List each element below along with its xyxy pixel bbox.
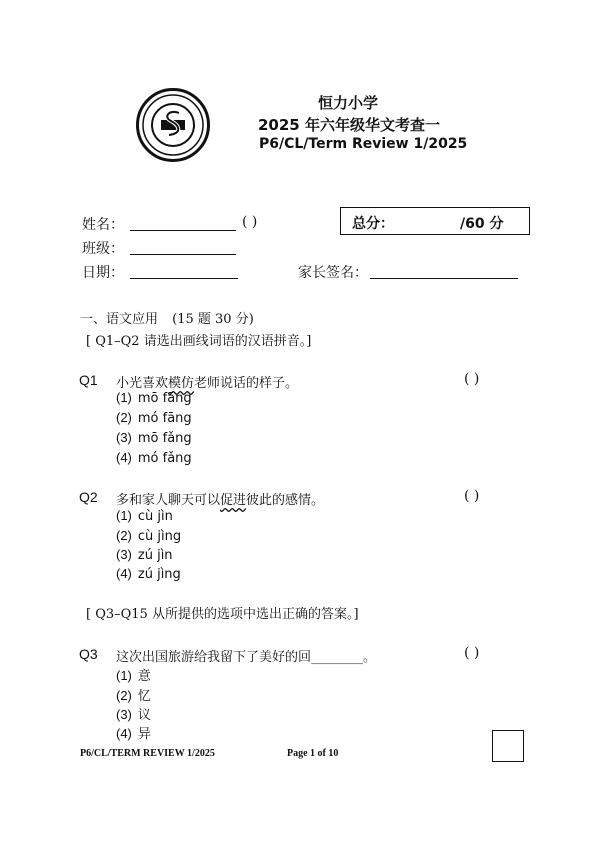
footer-code: P6/CL/TERM REVIEW 1/2025 xyxy=(80,748,215,759)
class-number-paren: ( ) xyxy=(242,214,258,230)
question-text: 这次出国旅游给我留下了美好的回________。 xyxy=(116,650,377,665)
option-item[interactable]: (3) 议 xyxy=(116,707,151,723)
question-text: 小光喜欢模仿老师说话的样子。 xyxy=(116,376,299,391)
school-name: 恒力小学 xyxy=(318,94,379,112)
parent-signature-label: 家长签名： xyxy=(298,265,368,281)
date-label: 日期： xyxy=(82,265,124,281)
answer-box[interactable]: ( ) xyxy=(464,645,480,661)
answer-box[interactable]: ( ) xyxy=(464,371,480,387)
page-number: Page 1 of 10 xyxy=(287,748,339,759)
option-item[interactable]: (1) mō fāng xyxy=(116,390,192,406)
instruction-q1-q2: [ Q1–Q2 请选出画线词语的汉语拼音。] xyxy=(86,334,312,349)
instruction-q3-q15: [ Q3–Q15 从所提供的选项中选出正确的答案。] xyxy=(86,607,359,622)
parent-signature-field[interactable] xyxy=(370,278,518,279)
question-number: Q2 xyxy=(79,489,98,505)
option-item[interactable]: (4) 异 xyxy=(116,726,151,742)
answer-box[interactable]: ( ) xyxy=(464,488,480,504)
total-score-label: 总分： xyxy=(352,216,394,232)
school-logo xyxy=(136,88,210,162)
name-field[interactable] xyxy=(130,230,236,231)
class-field[interactable] xyxy=(130,254,236,255)
marks-box xyxy=(492,730,524,762)
blank[interactable]: ________ xyxy=(311,650,364,665)
option-item[interactable]: (4) mó fǎng xyxy=(116,450,192,466)
option-item[interactable]: (1) 意 xyxy=(116,668,151,684)
exam-title: 2025 年六年级华文考查一 xyxy=(258,116,440,134)
total-score-value: /60 分 xyxy=(460,216,504,232)
option-item[interactable]: (1) cù jìn xyxy=(116,508,173,524)
option-item[interactable]: (2) mó fāng xyxy=(116,410,192,426)
marked-word: 促进 xyxy=(220,493,247,508)
marked-word: 模仿 xyxy=(168,376,195,391)
option-item[interactable]: (3) mō fǎng xyxy=(116,430,192,446)
question-text: 多和家人聊天可以促进彼此的感情。 xyxy=(116,493,325,508)
option-item[interactable]: (2) 忆 xyxy=(116,688,151,704)
section-marks: (15 题 30 分) xyxy=(172,312,254,327)
section-title xyxy=(80,308,254,327)
option-item[interactable]: (3) zú jìn xyxy=(116,547,173,563)
question-number: Q3 xyxy=(79,646,98,662)
date-field[interactable] xyxy=(130,278,238,279)
option-item[interactable]: (2) cù jìng xyxy=(116,528,182,544)
option-item[interactable]: (4) zú jìng xyxy=(116,566,181,582)
exam-code: P6/CL/Term Review 1/2025 xyxy=(259,136,468,152)
class-label: 班级： xyxy=(82,241,124,257)
section-name: 一、语文应用 xyxy=(80,312,159,327)
school-emblem-icon xyxy=(139,91,207,159)
question-number: Q1 xyxy=(79,372,98,388)
name-label: 姓名： xyxy=(82,217,124,233)
